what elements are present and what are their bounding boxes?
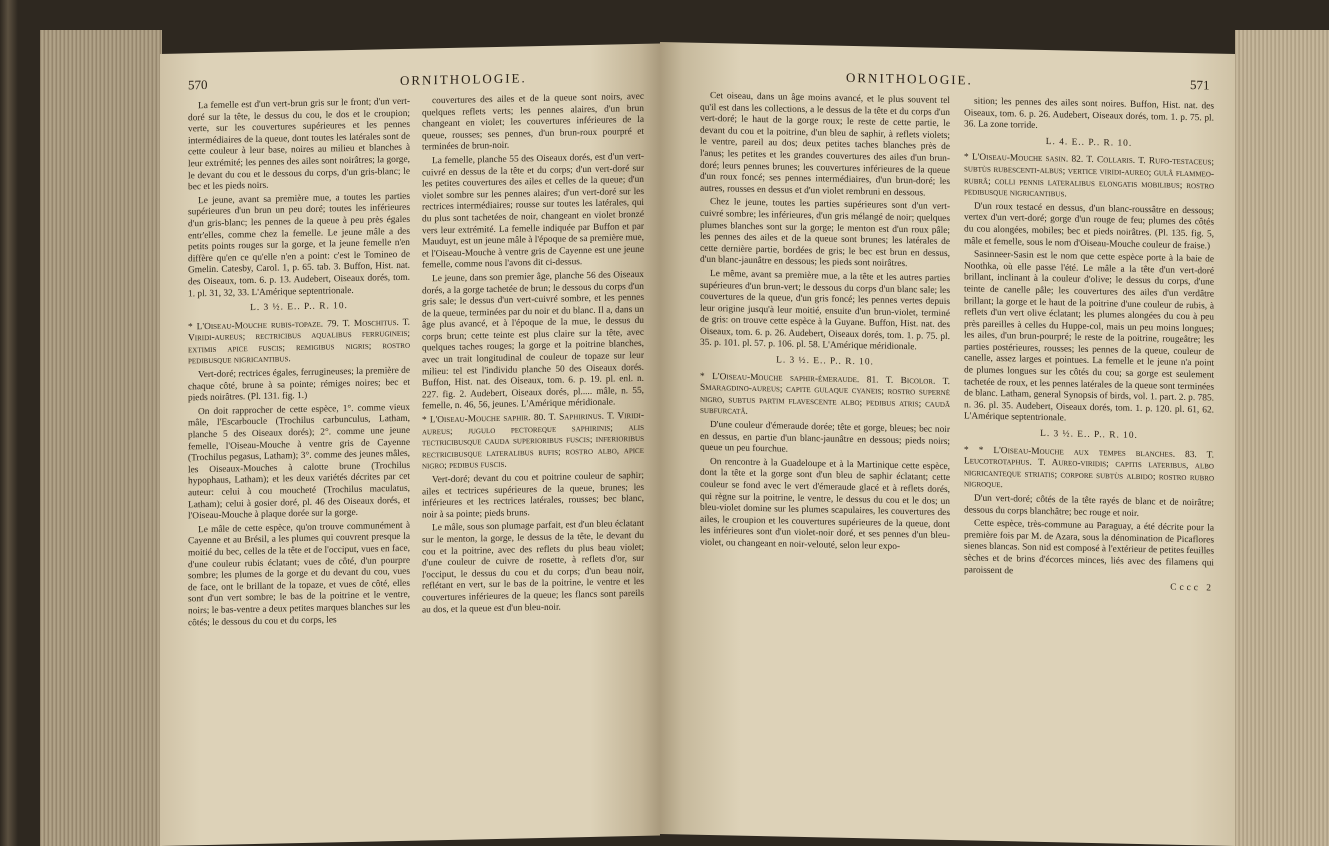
species-entry-title: * L'Oiseau-Mouche rubis-topaze. 79. T. Moschitus. T. Viridi-aureus; rectricibus aqualibus ferrugineis; extimis apice fuscis; remigibus nigris; rostro pedibusque nigricantibus. — [188, 317, 410, 367]
species-entry-title: * L'Oiseau-Mouche sasin. 82. T. Collaris. T. Rufo-testaceus; subtùs rubescenti-albus; vertice viridi-aureo; gulâ flammeo-rubrâ; colli pennis lateralibus elongatis mobilibus; rostro pedibusque nigricantibus. — [964, 152, 1214, 200]
measurement-line: L. 3 ½. E.. P.. R. 10. — [250, 301, 348, 314]
measurement-line: L. 3 ½. E.. P.. R. 10. — [1040, 428, 1138, 441]
species-entry-title: * L'Oiseau-Mouche saphir. 80. T. Saphirinus. T. Viridi-aureus; jugulo pectoreque saphirinis; alis tectricibusque cauda superioribus fuscis; inferioribus rectricibusque lateralibus rufis; rostro albo, apice nigro; pedibus fuscis. — [422, 410, 644, 472]
right-running-head — [660, 66, 1235, 93]
paragraph: Cette espèce, très-commune au Paraguay, a été décrite pour la première fois par M. de Azara, sous la dénomination de Picaflores sienes blancas. Son nid est composé à l'extérieur de petites feuilles sèches et de brins d'écorces minces, liés avec des filamens qui paroissent de — [964, 518, 1214, 576]
measurement-line: L. 3 ½. E.. P.. R. 10. — [776, 355, 874, 368]
paragraph: Le mâle, sous son plumage parfait, est d'un bleu éclatant sur le menton, la gorge, le dessus de la tête, le devant du cou et la poitrine, avec des reflets du plus beau violet; d'une couleur de cuivre de rosette, à reflets d'or, sur l'occiput, le dessus du cou et du corps; d'un beau noir, reflétant en vert, sur le bas de la poitrine, le ventre et les couvertures inférieures de la queue; les flancs sont pareils au dos, et la queue est d'un bleu-noir. — [422, 519, 644, 616]
paragraph: D'un vert-doré; côtés de la tête rayés de blanc et de noirâtre; dessous du corps blanchâtre; bec rouge et noir. — [964, 493, 1214, 519]
right-column-2 — [964, 96, 1214, 836]
paragraph: Cet oiseau, dans un âge moins avancé, et le plus souvent tel qu'il est dans les collections, a le dessus de la tête et du corps d'un vert-doré; le haut de la gorge roux; le reste de cette partie, le devant du cou et la poitrine, d'un bleu de saphir, à reflets violets; le ventre, pareil au dos; deux petites taches blanches près de l'anus; les petites et les grandes couvertures des ailes d'un brun-doré; leurs pennes brunes; les couvertures inférieures de la queue d'un roux foncé; ses pennes intermédiaires, d'un brun-doré; les autres, rousses en dessus et d'un violet rembruni en dessous. — [700, 91, 950, 199]
page-edges-left — [40, 30, 162, 846]
paragraph: Chez le jeune, toutes les parties supérieures sont d'un vert-cuivré sombre; les inférieures, d'un gris mélangé de noir; quelques plumes blanches sont sur la gorge; le menton est d'un roux pâle; les pennes des ailes et de la queue sont brunes; les latérales de cette dernière partie, bordées de gris; le bec est brun en dessus, d'un blanc-jaunâtre en dessous; les pieds sont noirâtres. — [700, 197, 950, 270]
paragraph: On rencontre à la Guadeloupe et à la Martinique cette espèce, dont la tête et la gorge sont d'un bleu de saphir éclatant; cette couleur se fond avec le vert d'émeraude glacé et à reflets dorés, qui règne sur la poitrine, le ventre, le dessus du cou et le dos; un bleu-violet domine sur les plumes scapulaires, les couvertures des ailes, le croupion et les couvertures supérieures de la queue, dont les inférieures sont d'un violet-noir doré, et ses pennes d'un bleu-violet, ou changeant en noir-velouté, selon leur expo- — [700, 456, 950, 552]
left-head-title: ORNITHOLOGIE. — [400, 70, 527, 88]
paragraph: On doit rapprocher de cette espèce, 1°. comme vieux mâle, l'Escarboucle (Trochilus carbunculus, Latham, planche 5 des Oiseaux dorés); 2°. comme une jeune femelle, l'Oiseau-Mouche à ventre gris de Cayenne (Trochilus pegasus, Latham); 3°. comme des jeunes mâles, les Oiseaux-Mouches à calotte brune (Trochilus hypophaus, Latham); et les deux variétés décrites par cet auteur: celui à cou moucheté (Trochilus maculatus, Latham); celui à gosier doré, pl. 46 des Oiseaux dorés, et l'Oiseau-Mouche à plaque dorée sur la gorge. — [188, 402, 410, 522]
right-page-number: 571 — [1190, 77, 1210, 93]
paragraph: Le jeune, avant sa première mue, a toutes les parties supérieures d'un brun un peu doré; toutes les inférieures d'un gris-blanc; les pennes de la queue à peu près égales entr'elles, comme chez la femelle. Le jeune mâle a des petits points rouges sur la gorge, et la jeune femelle n'en diffère qu'en ce qu'elle n'en a point: c'est le Tomineo de Gmelin. Catesby, Carol. 1, p. 65. tab. 3. Buffon, Hist. nat. des Oiseaux, tom. 6. p. 13. Audebert, Oiseaux dorés, tom. 1. pl. 31, 32, 33. L'Amérique septentrionale. — [188, 191, 410, 299]
species-entry-title: * L'Oiseau-Mouche saphir-émeraude. 81. T. Bicolor. T. Smaragdino-aureus; capite gulaque cyaneis; rostro supernè nigro, subtus partim flavescente albo; pedibus atris; caudâ subfurcatâ. — [700, 371, 950, 418]
right-column-1 — [700, 91, 950, 831]
measurement-line: L. 4. E.. P.. R. 10. — [1045, 136, 1133, 149]
paragraph: Vert-doré; rectrices égales, ferrugineuses; la première de chaque côté, brune à sa pointe; rémiges noires; bec et pieds noirâtres. (Pl. 131. fig. 1.) — [188, 365, 410, 404]
left-column-2 — [422, 92, 644, 832]
paragraph: Sasinneer-Sasin est le nom que cette espèce porte à la baie de Noothka, où elle passe l'été. Le mâle a la tête d'un vert-doré brillant, inclinant à la couleur d'olive; le dessus du corps, d'une teinte de canelle pâle; les couvertures des ailes d'un verdâtre brillant; la gorge et le haut de la poitrine d'une couleur de rubis, à reflets d'un vert olive éclatant; les plumes alongées du cou à peu près pareilles à celles du Huppe-col, mais un peu moins longues; les ailes, d'un brun-pourpré; le reste de la poitrine, rougeâtre; les parties postérieures, rousses; les pennes de la queue, couleur de canelle, assez larges et pointues. La femelle et le jeune n'a point de plumes longues sur les côtés du cou; sa gorge est seulement tachetée de roux, et les pennes latérales de la queue sont terminées de blanc. Latham, general Synopsis of birds, vol. 1. part. 2. p. 785. n. 36. pl. 35. Audebert, Oiseaux dorés, tom. 1. p. 120. pl. 61, 62. L'Amérique septentrionale. — [964, 249, 1214, 424]
paragraph: Le même, avant sa première mue, a la tête et les autres parties supérieures d'un brun-vert; le dessous du corps d'un blanc sale; les couvertures de la queue, d'un gris foncé; les pennes vertes depuis leur origine jusqu'à leur moitié, ensuite d'un brun-violet, terminé de gris: on trouve cette espèce à la Guyane. Buffon, Hist. nat. des Oiseaux, tom. 6. p. 26. Audebert, Oiseaux dorés, tom. 1. p. 75. pl. 35. p. 101. pl. 57. p. 106. pl. 58. L'Amérique méridionale. — [700, 268, 950, 353]
left-page — [160, 44, 660, 846]
signature-mark: Cccc 2 — [1170, 582, 1214, 594]
left-column-1 — [188, 97, 410, 837]
paragraph: couvertures des ailes et de la queue sont noirs, avec quelques reflets verts; les pennes alaires, d'un brun changeant en violet; les couvertures inférieures de la queue, rousses; ses pennes, d'un brun-roux pourpré et terminées de brun-noir. — [422, 91, 644, 153]
right-head-title: ORNITHOLOGIE. — [846, 69, 973, 88]
paragraph: D'un roux testacé en dessus, d'un blanc-roussâtre en dessous; vertex d'un vert-doré; gorge d'un rouge de feu; plumes des côtés du cou alongées, mobiles; bec et pieds noirâtres. (Pl. 135. fig. 5, mâle et femelle, sous le nom d'Oiseau-Mouche couleur de fraise.) — [964, 201, 1214, 252]
paragraph: D'une couleur d'émeraude dorée; tête et gorge, bleues; bec noir en dessus, en partie d'un blanc-jaunâtre en dessous; pieds noirs; queue un peu fourchue. — [700, 420, 950, 455]
paragraph: La femelle, planche 55 des Oiseaux dorés, est d'un vert-cuivré en dessus de la tête et du corps; d'un vert-doré sur les petites couvertures des ailes et celles de la queue; d'un violet sombre sur les pennes alaires; d'un vert-doré sur les rectrices intermédiaires; rousse sur toutes les latérales, qui du plus sont tachetées de noir, changeant en violet bronzé vers leur extrémité. La femelle indiquée par Buffon et par Mauduyt, est un jeune mâle à l'époque de sa première mue, et l'Oiseau-Mouche à ventre gris de Cayenne est une jeune femelle, comme nous l'avons dit ci-dessus. — [422, 151, 644, 271]
right-page — [660, 42, 1235, 846]
paragraph: La femelle est d'un vert-brun gris sur le front; d'un vert-doré sur la tête, le dessus du cou, le dos et le croupion; verte, sur les couvertures supérieures et les pennes intermédiaires de la queue, dont toutes les latérales sont de cette couleur à leur base, noires au milieu et blanches à leur extrémité; les pennes des ailes sont noirâtres; la gorge, le devant du cou et le dessous du corps, d'un gris-blanc; le bec et les pieds noirs. — [188, 96, 410, 193]
species-entry-title: * * L'Oiseau-Mouche aux tempes blanches. 83. T. Leucotrotaphus. T. Aureo-viridis; capitis lateribus, albo nigricanteque striatis; corpore subtùs albido; rostro rubro nigroque. — [964, 444, 1214, 491]
paragraph: Le mâle de cette espèce, qu'on trouve communément à Cayenne et au Brésil, a les plumes qui couvrent presque la moitié du bec, celles de la tête et de l'occiput, vues en face, d'une couleur rubis éclatant; vues de côté, d'un pourpre sombre; les plumes de la gorge et du devant du cou, vues de face, ont le brillant de la topaze, et vues de côté, elles sont d'un vert sombre; le bas de la poitrine et le ventre, noirs; le bas-ventre a deux petites marques blanches sur les côtés; le dessous du cou et du corps, les — [188, 520, 410, 628]
paragraph: sition; les pennes des ailes sont noires. Buffon, Hist. nat. des Oiseaux, tom. 6. p. 26. Audebert, Oiseaux dorés, tom. 1. p. 75. pl. 36. La zone torride. — [964, 96, 1214, 132]
left-running-head — [160, 68, 660, 93]
left-page-number: 570 — [188, 77, 208, 93]
page-edges-right — [1235, 30, 1329, 846]
paragraph: Vert-doré; devant du cou et poitrine couleur de saphir; ailes et tectrices supérieures de la queue, brunes; les inférieures et les rectrices latérales, rousses; bec blanc, noir à sa pointe; pieds bruns. — [422, 470, 644, 521]
paragraph: Le jeune, dans son premier âge, planche 56 des Oiseaux dorés, a la gorge tachetée de brun; le dessous du corps d'un gris sale; le dessus d'un vert-cuivré sombre, et les pennes de la queue, terminées par du noir et du blanc. Il a, dans un âge plus avancé, et à l'époque de la mue, le dessus du corps brun; cette teinte est plus claire sur la tête, avec quelques taches rouges; la gorge et la poitrine blanches, avec un trait longitudinal de couleur de topaze sur leur milieu: tel est l'individu planche 50 des Oiseaux dorés. Buffon, Hist. nat. des Oiseaux, tom. 6. p. 19. pl. enl. n. 227. fig. 2. Audebert, Oiseaux dorés, pl..... mâle, n. 55, femelle, n. 46, 56, jeunes. L'Amérique méridionale. — [422, 269, 644, 412]
